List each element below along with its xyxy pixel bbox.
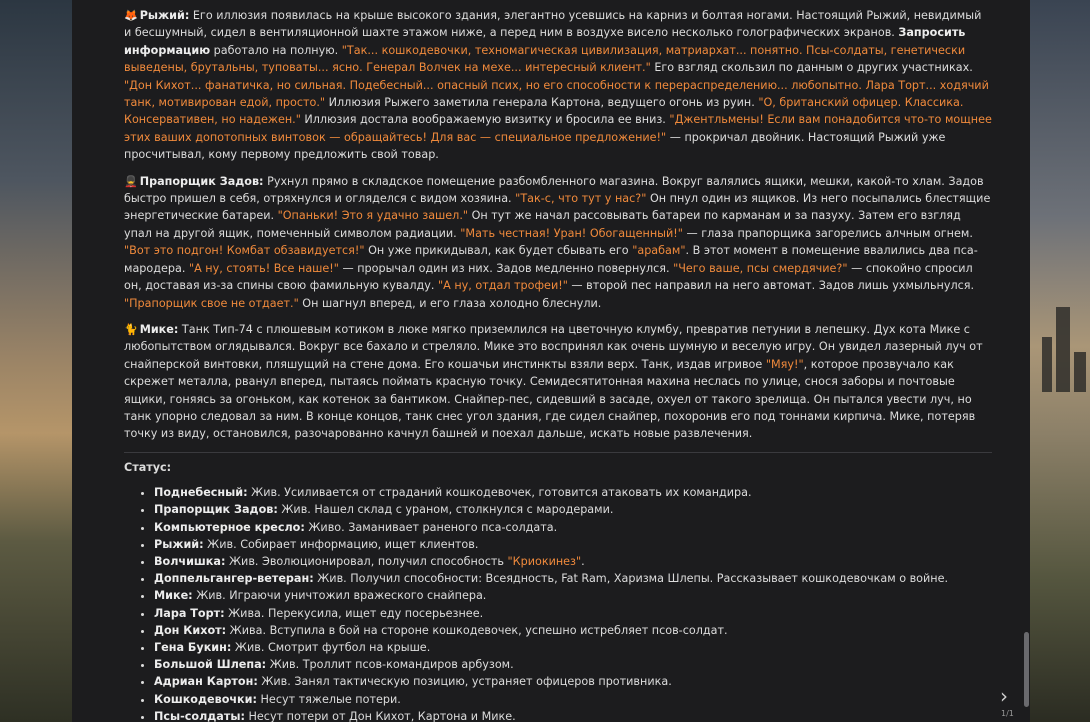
character-name: Рыжий: xyxy=(139,9,190,22)
guard-icon: 💂 xyxy=(124,174,138,188)
dialogue: "Так... кошкодевочки, техномагическая цивилизация, матриархат... понятно. Псы-солдаты, генетически выведены, брутальны, туповаты... ясно. Генерал Волчек на мехе... интересный клиент." xyxy=(124,43,966,75)
story-paragraph-zadov: 💂 Прапорщик Задов: Рухнул прямо в складское помещение разбомбленного магазина. Вокруг валялись ящики, мешки, какой-то хлам. Задов быстро пришел в себя, отряхнулся и огляделся с видом хозяина. "Так-с, что тут у нас?" Он пнул один из ящиков. Из него посыпались блестящие энергетические батареи. "Опаньки! Это я удачно зашел." Он тут же начал рассовывать батареи по карманам и за пазуху. Затем его взгляд упал на другой ящик, помеченный символом радиации. "Мать честная! Уран! Обогащенный!" — глаза прапорщика загорелись алчным огнем. "Вот это подгон! Комбат обзавидуется!" Он уже прикидывал, как будет сбывать его "арабам". В этот момент в помещение ввалились два пса-мародера. "А ну, стоять! Все наше!" — прорычал один из них. Задов медленно повернулся. "Чего ваше, псы смердячие?" — спокойно спросил он, доставая из-за спины свою фамильную кувалду. "А ну, отдал трофеи!" — второй пес направил на него автомат. Задов лишь ухмыльнулся. "Прапорщик свое не отдает." Он шагнул вперед, и его глаза холодно блеснули. xyxy=(124,174,991,310)
background-right xyxy=(1030,0,1090,722)
dialogue: "Вот это подгон! Комбат обзавидуется!" xyxy=(124,244,365,258)
dialogue: "арабам" xyxy=(632,244,686,258)
chat-message-panel xyxy=(72,0,1030,722)
status-item: • Прапорщик Задов: Жив. Нашел склад с ураном, столкнулся с мародерами. xyxy=(154,501,992,518)
dialogue: "О, британский офицер. Классика. Консервативен, но надежен." xyxy=(124,96,964,127)
status-item: • Компьютерное кресло: Живо. Заманивает раненого пса-солдата. xyxy=(154,519,992,536)
dialogue: "Чего ваше, псы смердячие?" xyxy=(673,261,848,275)
message-content xyxy=(124,7,992,722)
dialogue: "Мать честная! Уран! Обогащенный!" xyxy=(460,226,683,240)
status-item: • Большой Шлепа: Жив. Троллит псов-командиров арбузом. xyxy=(154,656,992,673)
character-name: Мике: xyxy=(139,322,179,336)
fox-icon: 🦊 xyxy=(124,9,138,22)
status-item: • Поднебесный: Жив. Усиливается от страданий кошкодевочек, готовится атаковать их командира. xyxy=(154,484,992,501)
status-item: • Мике: Жив. Играючи уничтожил вражеского снайпера. xyxy=(154,587,992,604)
dialogue: "Прапорщик свое не отдает." xyxy=(124,296,299,310)
dialogue: "А ну, стоять! Все наше!" xyxy=(188,261,339,275)
status-item: • Лара Торт: Жива. Перекусила, ищет еду посерьезнее. xyxy=(154,605,992,622)
status-item: • Псы-солдаты: Несут потери от Дон Кихот, Картона и Мике. xyxy=(154,708,992,722)
status-item: • Дон Кихот: Жива. Вступила в бой на стороне кошкодевочек, успешно истребляет псов-солдат. xyxy=(154,622,992,639)
dialogue: "Так-с, что тут у нас?" xyxy=(515,192,647,206)
cat-icon: 🐈 xyxy=(124,322,138,336)
dialogue: "Мяу!" xyxy=(765,357,804,371)
status-list xyxy=(124,484,992,722)
dialogue: "А ну, отдал трофеи!" xyxy=(437,279,568,293)
character-name: Прапорщик Задов: xyxy=(139,174,264,188)
dialogue: "Опаньки! Это я удачно зашел." xyxy=(277,209,469,223)
dialogue: "Дон Кихот... фанатичка, но сильная. Подебесный... опасный псих, но его способности к перераспределению... любопытно. Лара Торт... ходячий танк, мотивирован едой, просто." xyxy=(124,78,989,110)
scrollbar-thumb[interactable] xyxy=(1024,632,1029,707)
status-item: • Кошкодевочки: Несут тяжелые потери. xyxy=(154,691,992,708)
status-item: • Адриан Картон: Жив. Занял тактическую позицию, устраняет офицеров противника. xyxy=(154,673,992,690)
story-paragraph-ryzhy: 🦊 Рыжий: Его иллюзия появилась на крыше высокого здания, элегантно усевшись на карниз и болтая ногами. Настоящий Рыжий, невидимый и бесшумный, сидел в вентиляционной шахте этажом ниже, а перед ним в воздухе висело несколько голографических экранов. Запросить информацию работало на полную. "Так... кошкодевочки, техномагическая цивилизация, матриархат... понятно. Псы-солдаты, генетически выведены, брутальны, туповаты... ясно. Генерал Волчек на мехе... интересный клиент." Его взгляд скользил по данным о других участниках. "Дон Кихот... фанатичка, но сильная. Подебесный... опасный псих, но его способности к перераспределению... любопытно. Лара Торт... ходячий танк, мотивирован едой, просто." Иллюзия Рыжего заметила генерала Картона, ведущего огонь из руин. "О, британский офицер. Классика. Консервативен, но надежен." Иллюзия достала воображаемую визитку и бросила ее вниз. "Джентльмены! Если вам понадобится что-то мощнее этих ваших допотопных винтовок — обращайтесь! Для вас — специальное предложение!" — прокричал двойник. Настоящий Рыжий уже просчитывал, кому первому предложить свой товар. xyxy=(124,9,992,162)
story-paragraph-mike: 🐈 Мике: Танк Тип-74 с плюшевым котиком в люке мягко приземлился на цветочную клумбу, превратив петунии в лепешку. Дух кота Мике с любопытством оглядывался. Вокруг все бахало и стреляло. Мике это воспринял как очень шумную и веселую игру. Он увидел лазерный луч от снайперской винтовки, пляшущий на стене дома. Его кошачьи инстинкты взяли верх. Танк, издав игривое "Мяу!", которое прозвучало как скрежет металла, рванул вперед, пытаясь поймать красную точку. Семидесятитонная махина неслась по улице, снося заборы и почтовые ящики, гоняясь за огоньком, как котенок за бантиком. Снайпер-пес, сидевший в засаде, охуел от такого зрелища. Он пытался увести луч, но танк упорно следовал за ним. В конце концов, танк снес угол здания, где сидел снайпер, похоронив его под тоннами кирпича. Мике, потеряв точку из виду, остановился, разочарованно качнул башней и поехал дальше, искать новые развлечения. xyxy=(124,322,983,441)
status-item: • Рыжий: Жив. Собирает информацию, ищет клиентов. xyxy=(154,536,992,553)
background-left xyxy=(0,0,72,722)
divider xyxy=(124,452,992,453)
dialogue: "Джентльмены! Если вам понадобится что-то мощнее этих ваших допотопных винтовок — обращайтесь! Для вас — специальное предложение!" xyxy=(124,113,992,144)
chevron-right-icon[interactable]: › xyxy=(1000,684,1008,708)
status-item: • Волчишка: Жив. Эволюционировал, получил способность "Криокинез". xyxy=(154,553,992,570)
status-item: • Доппельгангер-ветеран: Жив. Получил способности: Всеядность, Fat Ram, Харизма Шлепы. Рассказывает кошкодевочкам о войне. xyxy=(154,570,992,587)
status-heading: Статус: xyxy=(124,460,172,474)
swipe-counter: 1/1 xyxy=(1001,709,1014,718)
status-item: • Гена Букин: Жив. Смотрит футбол на крыше. xyxy=(154,639,992,656)
